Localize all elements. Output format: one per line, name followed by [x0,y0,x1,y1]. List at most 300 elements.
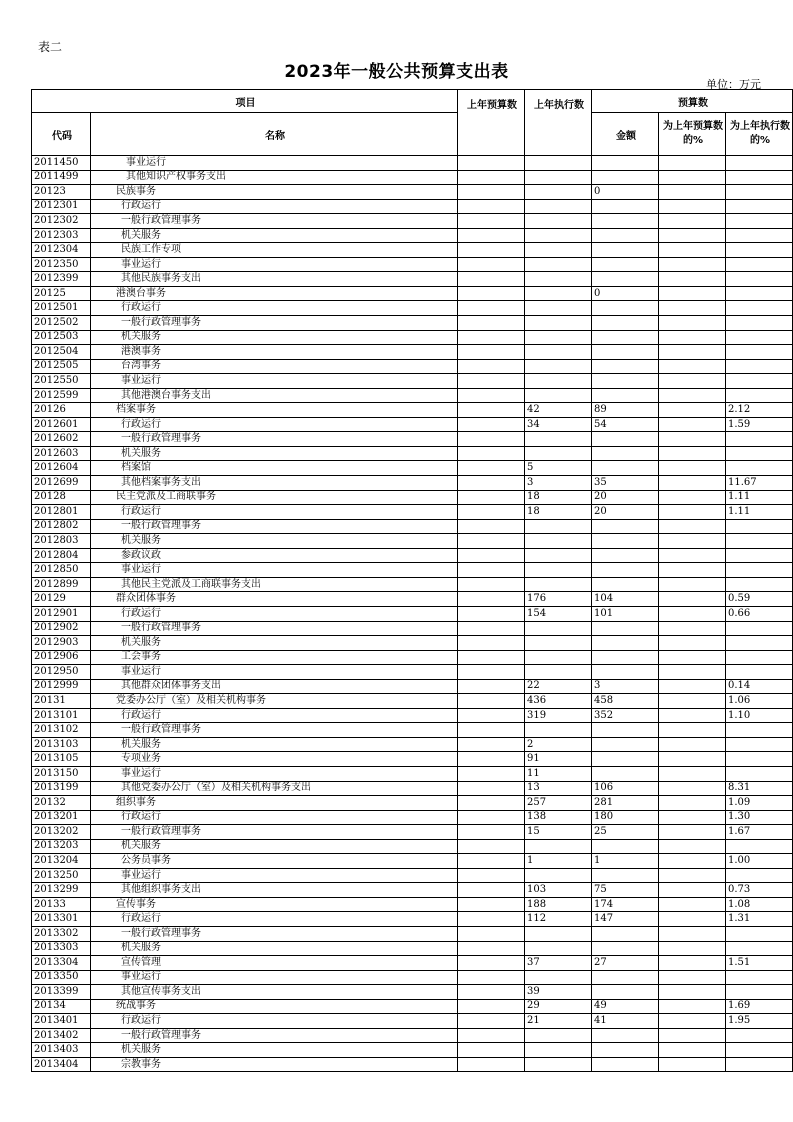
row-amount: 104 [592,592,659,607]
row-pct-budget [659,825,726,840]
row-prev-exec [525,446,592,461]
row-pct-budget [659,796,726,811]
row-prev-exec: 138 [525,810,592,825]
row-prev-budget [458,796,525,811]
row-prev-budget [458,970,525,985]
row-prev-exec [525,1028,592,1043]
row-amount: 89 [592,403,659,418]
row-prev-budget [458,868,525,883]
row-name: 其他宣传事务支出 [91,985,458,1000]
row-prev-exec: 29 [525,999,592,1014]
row-pct-exec [726,1057,793,1072]
table-row [32,257,793,272]
row-prev-budget [458,606,525,621]
row-name: 事业运行 [91,257,458,272]
row-pct-exec [726,621,793,636]
row-name: 事业运行 [91,563,458,578]
row-pct-budget [659,636,726,651]
row-pct-exec: 8.31 [726,781,793,796]
row-code: 2012999 [32,679,91,694]
row-name: 机关服务 [91,228,458,243]
row-pct-exec: 0.73 [726,883,793,898]
row-pct-exec: 1.10 [726,708,793,723]
row-prev-exec [525,272,592,287]
row-prev-exec: 154 [525,606,592,621]
row-code: 2012504 [32,345,91,360]
row-amount [592,985,659,1000]
row-name: 机关服务 [91,1043,458,1058]
row-code: 2013401 [32,1014,91,1029]
row-prev-exec: 18 [525,505,592,520]
row-pct-exec [726,534,793,549]
row-amount [592,868,659,883]
row-name: 事业运行 [91,868,458,883]
row-prev-budget [458,956,525,971]
table-row [32,868,793,883]
row-pct-exec [726,432,793,447]
row-amount: 0 [592,185,659,200]
row-amount [592,577,659,592]
row-name: 组织事务 [91,796,458,811]
row-prev-exec: 11 [525,766,592,781]
row-prev-budget [458,563,525,578]
row-name: 机关服务 [91,636,458,651]
header-amount: 金额 [592,113,659,156]
row-pct-exec [726,156,793,171]
row-pct-budget [659,1043,726,1058]
row-amount [592,330,659,345]
table-row [32,606,793,621]
row-amount [592,1043,659,1058]
row-prev-exec [525,548,592,563]
row-name: 民族工作专项 [91,243,458,258]
row-pct-exec [726,374,793,389]
row-prev-exec: 257 [525,796,592,811]
row-pct-exec [726,286,793,301]
row-pct-exec: 1.08 [726,897,793,912]
row-pct-budget [659,432,726,447]
row-prev-exec [525,941,592,956]
row-code: 20134 [32,999,91,1014]
table-row [32,694,793,709]
row-code: 2012399 [32,272,91,287]
row-name: 党委办公厅（室）及相关机构事务 [91,694,458,709]
row-amount [592,752,659,767]
row-prev-budget [458,301,525,316]
row-prev-exec: 103 [525,883,592,898]
table-row [32,214,793,229]
row-name: 一般行政管理事务 [91,1028,458,1043]
row-prev-budget [458,214,525,229]
row-prev-exec [525,1057,592,1072]
row-code: 2011450 [32,156,91,171]
row-prev-exec: 188 [525,897,592,912]
row-prev-exec [525,345,592,360]
row-pct-exec [726,985,793,1000]
row-prev-budget [458,272,525,287]
row-amount [592,156,659,171]
row-code: 2012801 [32,505,91,520]
row-prev-exec [525,723,592,738]
row-prev-budget [458,912,525,927]
row-name: 行政运行 [91,1014,458,1029]
row-pct-budget [659,272,726,287]
row-code: 2012301 [32,199,91,214]
row-prev-budget [458,374,525,389]
row-pct-budget [659,970,726,985]
table-row [32,301,793,316]
row-pct-exec [726,228,793,243]
row-pct-exec: 0.59 [726,592,793,607]
row-amount [592,926,659,941]
row-name: 事业运行 [91,970,458,985]
row-prev-budget [458,359,525,374]
row-pct-exec [726,257,793,272]
table-row [32,490,793,505]
row-prev-exec [525,388,592,403]
row-prev-budget [458,854,525,869]
row-pct-budget [659,665,726,680]
row-pct-budget [659,156,726,171]
row-prev-budget [458,505,525,520]
row-code: 2012902 [32,621,91,636]
header-prev-exec: 上年执行数 [525,90,592,156]
row-prev-budget [458,1028,525,1043]
row-pct-exec [726,1028,793,1043]
row-pct-budget [659,519,726,534]
row-pct-budget [659,839,726,854]
table-row [32,446,793,461]
table-row [32,548,793,563]
row-prev-exec: 436 [525,694,592,709]
table-row [32,432,793,447]
row-prev-exec: 15 [525,825,592,840]
row-amount: 75 [592,883,659,898]
row-pct-budget [659,941,726,956]
row-amount [592,388,659,403]
row-prev-exec [525,970,592,985]
row-prev-exec: 39 [525,985,592,1000]
row-pct-budget [659,926,726,941]
row-pct-exec [726,330,793,345]
row-pct-exec: 0.66 [726,606,793,621]
row-code: 2013350 [32,970,91,985]
row-name: 行政运行 [91,199,458,214]
row-pct-exec: 1.11 [726,505,793,520]
row-pct-exec [726,665,793,680]
row-amount: 106 [592,781,659,796]
row-prev-budget [458,243,525,258]
row-pct-budget [659,868,726,883]
row-code: 2013250 [32,868,91,883]
row-pct-budget [659,723,726,738]
row-prev-budget [458,650,525,665]
table-row [32,592,793,607]
row-pct-budget [659,228,726,243]
row-pct-exec: 1.09 [726,796,793,811]
row-pct-budget [659,1057,726,1072]
row-pct-exec [726,766,793,781]
table-row [32,621,793,636]
row-code: 2012804 [32,548,91,563]
row-pct-exec [726,636,793,651]
row-prev-exec: 5 [525,461,592,476]
page-title: 2023年一般公共预算支出表 [284,62,509,82]
row-name: 宣传事务 [91,897,458,912]
row-prev-budget [458,737,525,752]
row-prev-budget [458,708,525,723]
row-prev-budget [458,723,525,738]
row-code: 2013402 [32,1028,91,1043]
row-pct-exec [726,359,793,374]
table-row [32,563,793,578]
row-amount [592,243,659,258]
row-pct-exec [726,461,793,476]
row-name: 机关服务 [91,941,458,956]
row-pct-exec [726,563,793,578]
row-pct-budget [659,301,726,316]
row-amount [592,548,659,563]
row-amount [592,316,659,331]
row-pct-exec [726,519,793,534]
table-row [32,912,793,927]
row-prev-budget [458,1057,525,1072]
row-amount: 101 [592,606,659,621]
row-prev-exec [525,214,592,229]
row-name: 机关服务 [91,839,458,854]
row-code: 2013304 [32,956,91,971]
row-pct-budget [659,330,726,345]
row-prev-budget [458,592,525,607]
row-prev-exec [525,374,592,389]
row-prev-exec: 22 [525,679,592,694]
header-vs-prev-exec: 为上年执行数的% [726,113,793,156]
row-prev-exec: 2 [525,737,592,752]
row-prev-budget [458,781,525,796]
row-prev-exec: 37 [525,956,592,971]
row-prev-budget [458,403,525,418]
row-pct-budget [659,956,726,971]
table-row [32,286,793,301]
row-name: 其他民主党派及工商联事务支出 [91,577,458,592]
budget-table [31,89,793,1072]
row-pct-budget [659,679,726,694]
row-prev-exec [525,199,592,214]
row-name: 其他档案事务支出 [91,476,458,491]
table-row [32,883,793,898]
table-row [32,708,793,723]
row-amount [592,345,659,360]
row-code: 2012503 [32,330,91,345]
row-code: 2012350 [32,257,91,272]
row-pct-budget [659,490,726,505]
table-row [32,810,793,825]
row-amount: 0 [592,286,659,301]
row-name: 行政运行 [91,301,458,316]
row-pct-budget [659,1028,726,1043]
row-name: 事业运行 [91,766,458,781]
row-code: 2012699 [32,476,91,491]
row-prev-exec [525,170,592,185]
row-amount [592,519,659,534]
row-amount [592,665,659,680]
row-prev-exec [525,330,592,345]
table-row [32,839,793,854]
row-prev-budget [458,534,525,549]
row-prev-exec [525,650,592,665]
row-prev-budget [458,883,525,898]
row-pct-budget [659,374,726,389]
row-name: 一般行政管理事务 [91,825,458,840]
row-prev-budget [458,490,525,505]
row-prev-exec [525,839,592,854]
row-name: 其他党委办公厅（室）及相关机构事务支出 [91,781,458,796]
row-code: 2012604 [32,461,91,476]
row-code: 2012550 [32,374,91,389]
row-prev-budget [458,316,525,331]
row-code: 2013301 [32,912,91,927]
table-row [32,1057,793,1072]
row-amount: 3 [592,679,659,694]
row-code: 2013399 [32,985,91,1000]
row-pct-budget [659,810,726,825]
row-amount [592,563,659,578]
row-code: 20128 [32,490,91,505]
row-pct-exec [726,577,793,592]
row-prev-exec: 176 [525,592,592,607]
header-name: 名称 [91,113,458,156]
row-pct-budget [659,563,726,578]
row-prev-exec [525,432,592,447]
row-pct-budget [659,257,726,272]
row-pct-budget [659,534,726,549]
row-pct-exec [726,170,793,185]
row-prev-exec: 42 [525,403,592,418]
row-pct-exec: 1.67 [726,825,793,840]
row-pct-budget [659,737,726,752]
row-pct-budget [659,854,726,869]
row-prev-exec: 13 [525,781,592,796]
row-prev-exec: 3 [525,476,592,491]
row-prev-exec [525,316,592,331]
row-code: 2012899 [32,577,91,592]
row-prev-budget [458,810,525,825]
row-pct-budget [659,461,726,476]
row-prev-budget [458,461,525,476]
row-pct-exec [726,868,793,883]
table-row [32,170,793,185]
table-row [32,766,793,781]
row-amount: 27 [592,956,659,971]
row-name: 行政运行 [91,417,458,432]
row-prev-budget [458,926,525,941]
row-pct-exec: 1.95 [726,1014,793,1029]
row-prev-budget [458,752,525,767]
row-name: 一般行政管理事务 [91,621,458,636]
row-prev-budget [458,636,525,651]
table-row [32,156,793,171]
row-amount [592,723,659,738]
row-prev-exec [525,926,592,941]
row-amount: 281 [592,796,659,811]
row-amount: 352 [592,708,659,723]
row-amount [592,170,659,185]
row-prev-exec: 319 [525,708,592,723]
row-name: 机关服务 [91,446,458,461]
row-pct-budget [659,476,726,491]
table-header [32,90,793,156]
row-code: 20129 [32,592,91,607]
table-row [32,781,793,796]
row-prev-budget [458,1014,525,1029]
row-pct-budget [659,214,726,229]
row-pct-budget [659,708,726,723]
row-name: 群众团体事务 [91,592,458,607]
row-code: 2012603 [32,446,91,461]
row-prev-budget [458,519,525,534]
table-row [32,1028,793,1043]
row-pct-budget [659,243,726,258]
row-pct-budget [659,999,726,1014]
row-pct-budget [659,403,726,418]
row-name: 一般行政管理事务 [91,214,458,229]
row-name: 统战事务 [91,999,458,1014]
row-name: 工会事务 [91,650,458,665]
row-pct-exec: 11.67 [726,476,793,491]
row-pct-budget [659,883,726,898]
row-code: 2012903 [32,636,91,651]
row-code: 20131 [32,694,91,709]
row-code: 2012303 [32,228,91,243]
row-pct-exec [726,243,793,258]
table-row [32,505,793,520]
row-amount: 41 [592,1014,659,1029]
table-row [32,956,793,971]
row-pct-budget [659,446,726,461]
row-name: 机关服务 [91,737,458,752]
table-row [32,1014,793,1029]
row-code: 20123 [32,185,91,200]
row-name: 一般行政管理事务 [91,723,458,738]
row-name: 其他知识产权事务支出 [91,170,458,185]
row-name: 行政运行 [91,708,458,723]
row-code: 2012501 [32,301,91,316]
row-pct-budget [659,912,726,927]
header-prev-budget: 上年预算数 [458,90,525,156]
row-pct-budget [659,199,726,214]
row-pct-exec: 0.14 [726,679,793,694]
row-code: 2012906 [32,650,91,665]
row-pct-budget [659,985,726,1000]
table-row [32,374,793,389]
row-pct-exec [726,941,793,956]
row-code: 2013102 [32,723,91,738]
row-pct-budget [659,650,726,665]
table-row [32,737,793,752]
table-row [32,388,793,403]
row-prev-budget [458,839,525,854]
table-row [32,577,793,592]
table-row [32,665,793,680]
row-prev-budget [458,345,525,360]
row-pct-budget [659,897,726,912]
row-pct-budget [659,359,726,374]
row-name: 机关服务 [91,330,458,345]
row-name: 民族事务 [91,185,458,200]
table-row [32,999,793,1014]
row-code: 2013403 [32,1043,91,1058]
row-code: 2012505 [32,359,91,374]
